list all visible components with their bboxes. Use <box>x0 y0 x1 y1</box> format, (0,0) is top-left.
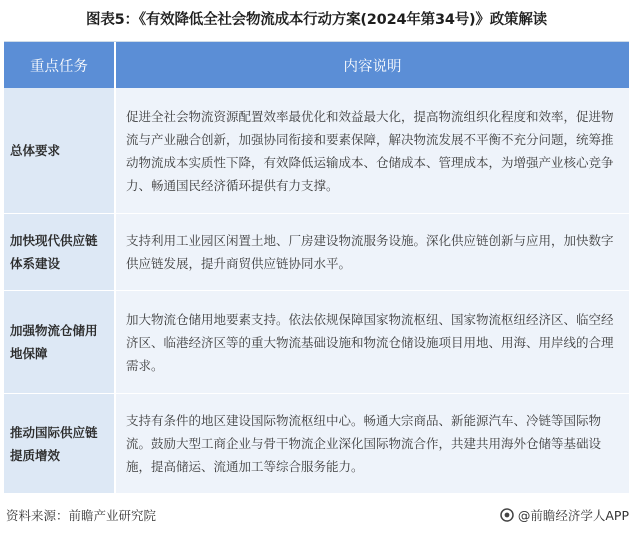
table-row <box>4 394 629 494</box>
task-cell: 推动国际供应链提质增效 <box>4 394 116 493</box>
header-content: 内容说明 <box>343 58 402 75</box>
task-cell: 加快现代供应链体系建设 <box>4 214 116 290</box>
content-cell: 支持有条件的地区建设国际物流枢纽中心。畅通大宗商品、新能源汽车、冷链等国际物流。鼓励大型工商企业与骨干物流企业深化国际物流合作，共建共用海外仓储等基础设施，提高储运、流通加工等综合服务能力。 <box>116 394 629 493</box>
content-cell: 促进全社会物流资源配置效率最优化和效益最大化，提高物流组织化程度和效率，促进物流与产业融合创新，加强协同衔接和要素保障，解决物流发展不平衡不充分问题，统筹推动物流成本实质性下降，有效降低运输成本、仓储成本、管理成本，为增强产业核心竞争力、畅通国民经济循环提供有力支撑。 <box>116 88 629 213</box>
task-cell: 加强物流仓储用地保障 <box>4 291 116 393</box>
content-cell: 支持利用工业园区闲置土地、厂房建设物流服务设施。深化供应链创新与应用，加快数字供应链发展，提升商贸供应链协同水平。 <box>116 214 629 290</box>
table-row <box>4 291 629 394</box>
source-note: 资料来源：前瞻产业研究院 <box>6 508 157 523</box>
table-row <box>4 88 629 214</box>
footer <box>0 506 633 526</box>
content-cell: 加大物流仓储用地要素支持。依法依规保障国家物流枢纽、国家物流枢纽经济区、临空经济区、临港经济区等的重大物流基础设施和物流仓储设施项目用地、用海、用岸线的合理需求。 <box>116 291 629 393</box>
table-row <box>4 214 629 291</box>
policy-table <box>4 41 629 494</box>
brand-credit <box>500 506 629 524</box>
header-task: 重点任务 <box>4 42 116 88</box>
page-title: 图表5：《有效降低全社会物流成本行动方案(2024年第34号)》政策解读 <box>86 12 547 28</box>
table-header <box>4 42 629 88</box>
qianzhan-logo-icon <box>500 508 514 522</box>
task-cell: 总体要求 <box>4 88 116 213</box>
brand-label: @前瞻经济学人APP <box>517 508 629 523</box>
